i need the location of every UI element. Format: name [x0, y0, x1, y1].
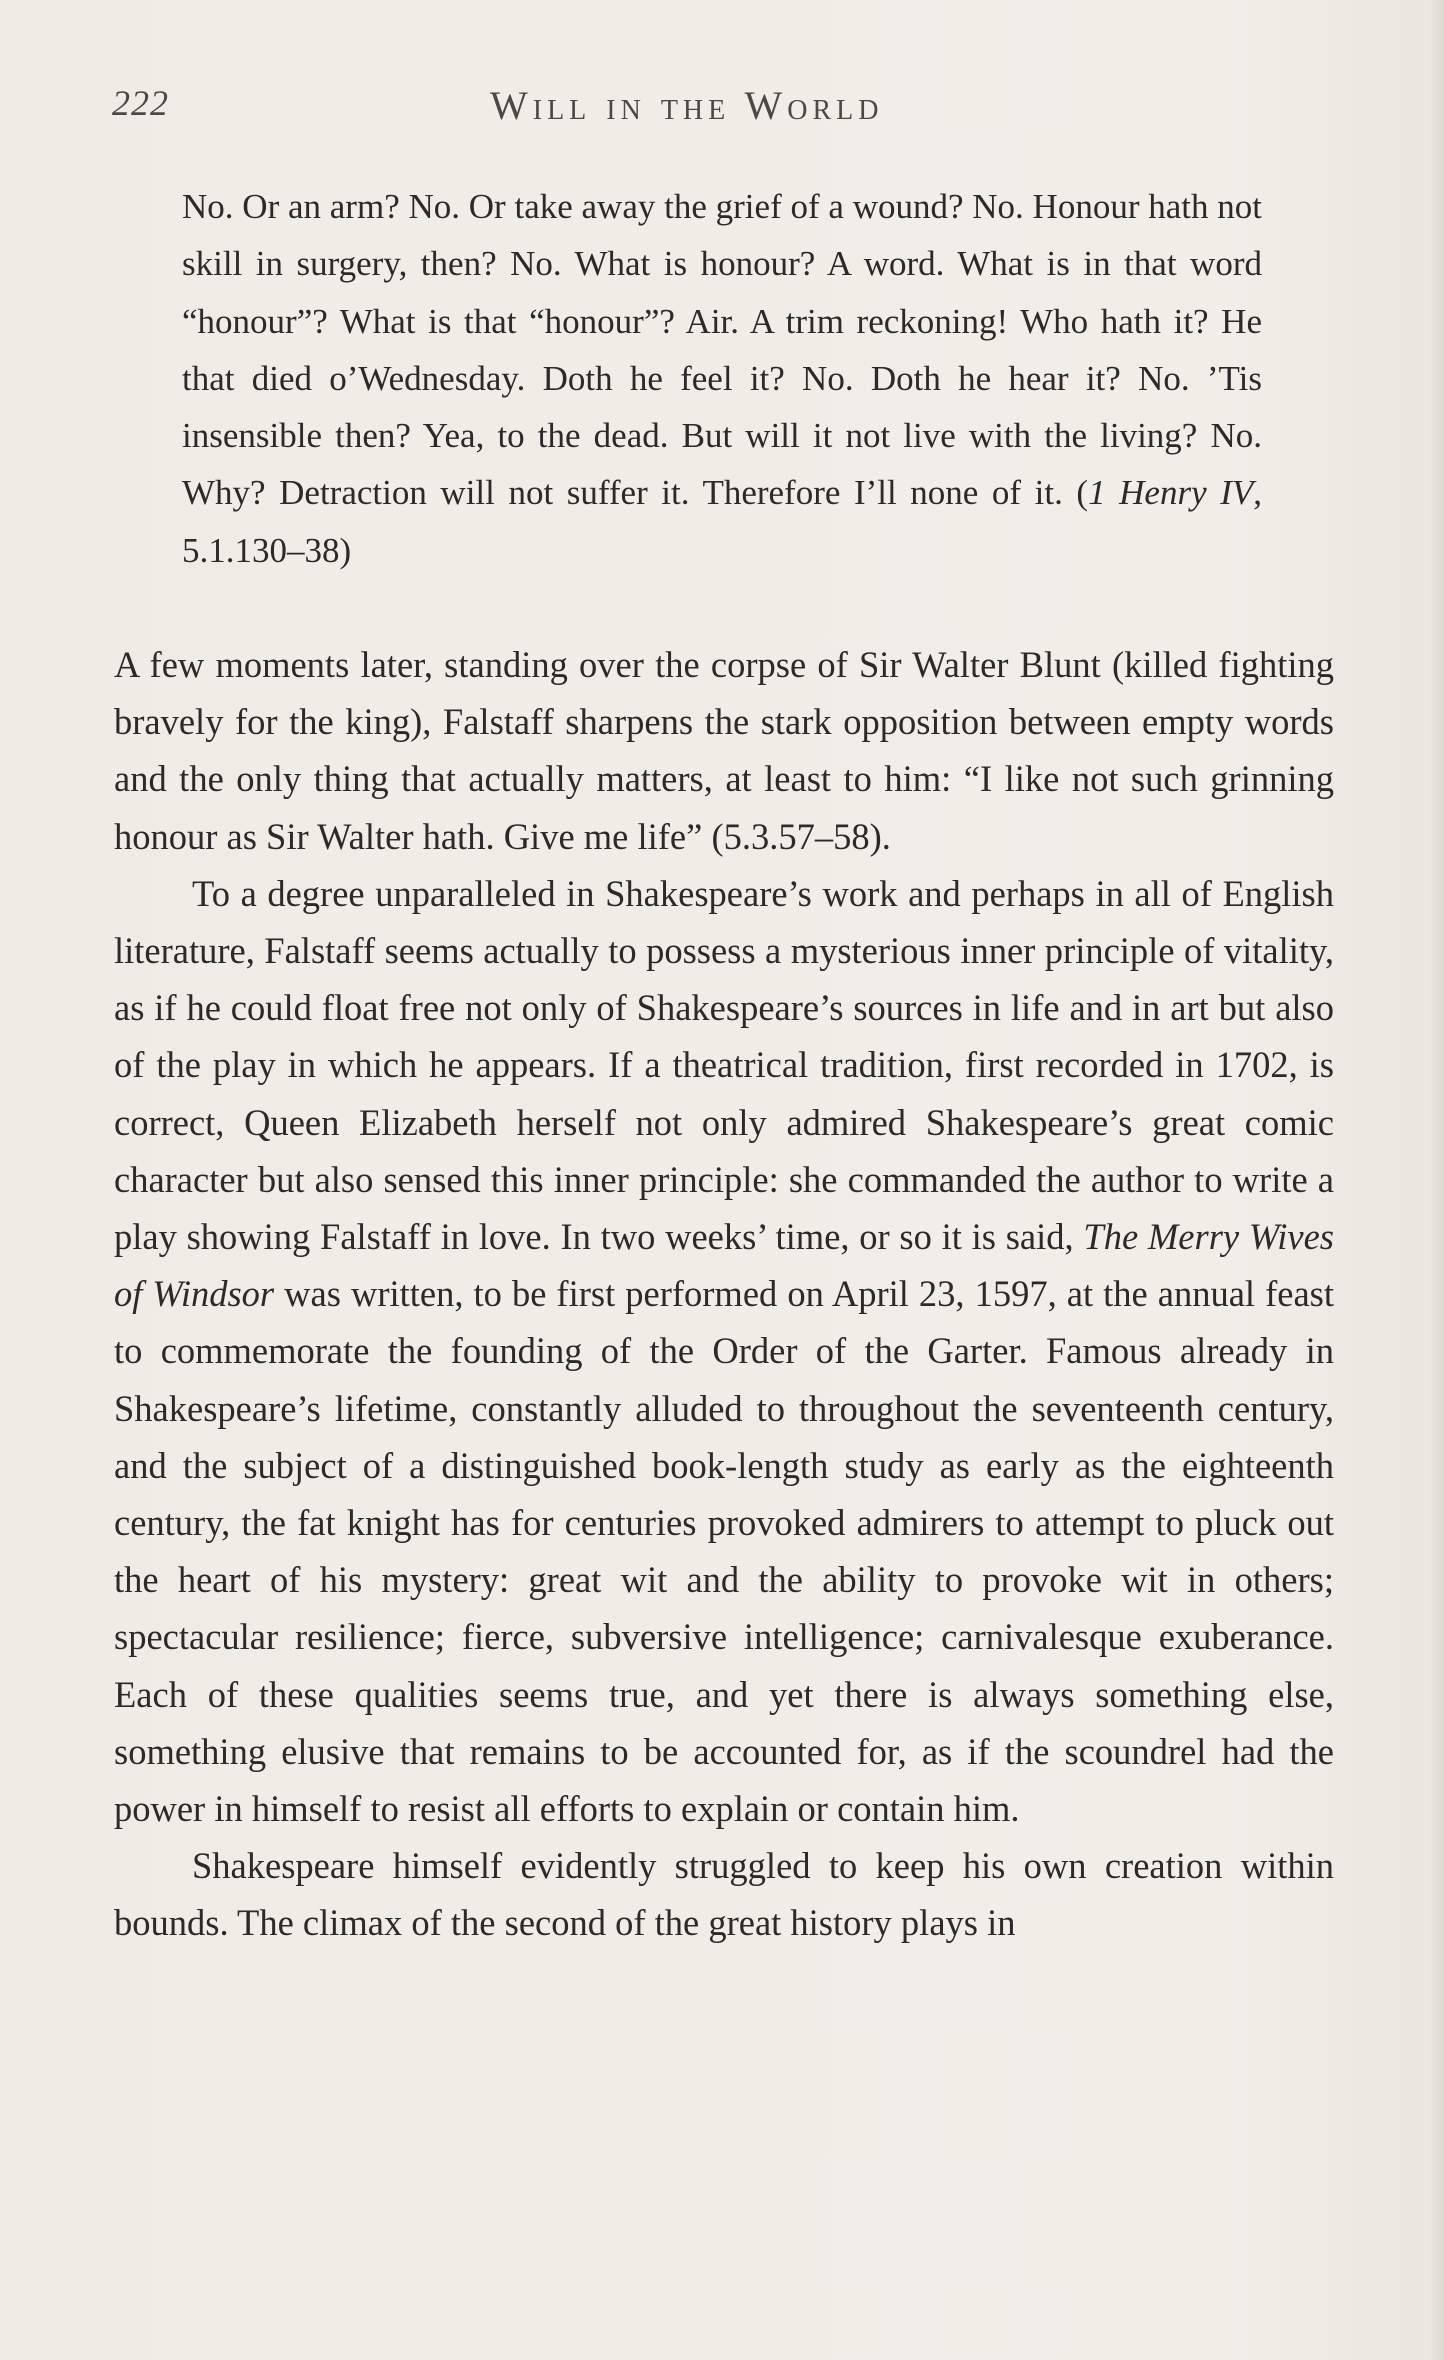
paragraph-1: A few moments later, standing over the corpse of Sir Walter Blunt (killed fighting bravely for the king), Falstaff sharpens the stark opposition between empty words and the only thing that actually matters, at least to him: “I like not such grinning honour as Sir Walter hath. Give me life” (5.3.57–58).: [114, 644, 1334, 857]
running-head: [112, 82, 1334, 132]
book-title: Will in the World: [490, 83, 884, 128]
body-text: [114, 636, 1334, 1952]
paragraph-2-text-before: To a degree unparalleled in Shakespeare’s work and perhaps in all of English literature, Falstaff seems actually to possess a mysterious inner principle of vitality, as if he could float free not only of Shakespeare’s sources in life and in art but also of the play in which he appears. If a theatrical tradition, first recorded in 1702, is correct, Queen Elizabeth herself not only admired Shakespeare’s great comic character but also sensed this inner principle: she commanded the author to write a play showing Falstaff in love. In two weeks’ time, or so it is said,: [114, 872, 1334, 1258]
play-title: The Merry Wives of Windsor: [114, 1216, 1334, 1315]
paragraph-2-text-after: was written, to be first performed on April 23, 1597, at the annual feast to commemorate the founding of the Order of the Garter. Famous already in Shakespeare’s lifetime, constantly alluded to throughout the seventeenth century, and the subject of a distinguished book-length study as early as the eighteenth century, the fat knight has for centuries provoked admirers to attempt to pluck out the heart of his mystery: great wit and the ability to provoke wit in others; spectacular resilience; fierce, subversive intelligence; carnivalesque exuberance. Each of these qualities seems true, and yet there is always something else, something elusive that remains to be accounted for, as if the scoundrel had the power in himself to resist all efforts to explain or contain him.: [114, 1273, 1334, 1830]
paragraph-3: Shakespeare himself evidently struggled to keep his own creation within bounds. The climax of the second of the great history plays in: [114, 1845, 1334, 1944]
quote-text: No. Or an arm? No. Or take away the grief of a wound? No. Honour hath not skill in surgery, then? No. What is honour? A word. What is in that word “honour”? What is that “honour”? Air. A trim reckoning! Who hath it? He that died o’Wednesday. Doth he feel it? No. Doth he hear it? No. ’Tis insensible then? Yea, to the dead. But will it not live with the living? No. Why? Detraction will not suffer it. Therefore I’ll none of it. (: [182, 187, 1262, 513]
quote-citation-reference: , 5.1.130–38): [182, 473, 1262, 570]
quote-citation-title: 1 Henry IV: [1088, 473, 1254, 513]
paragraph-2: [114, 865, 1334, 1837]
block-quote: [182, 178, 1262, 579]
page-number: 222: [112, 83, 169, 123]
